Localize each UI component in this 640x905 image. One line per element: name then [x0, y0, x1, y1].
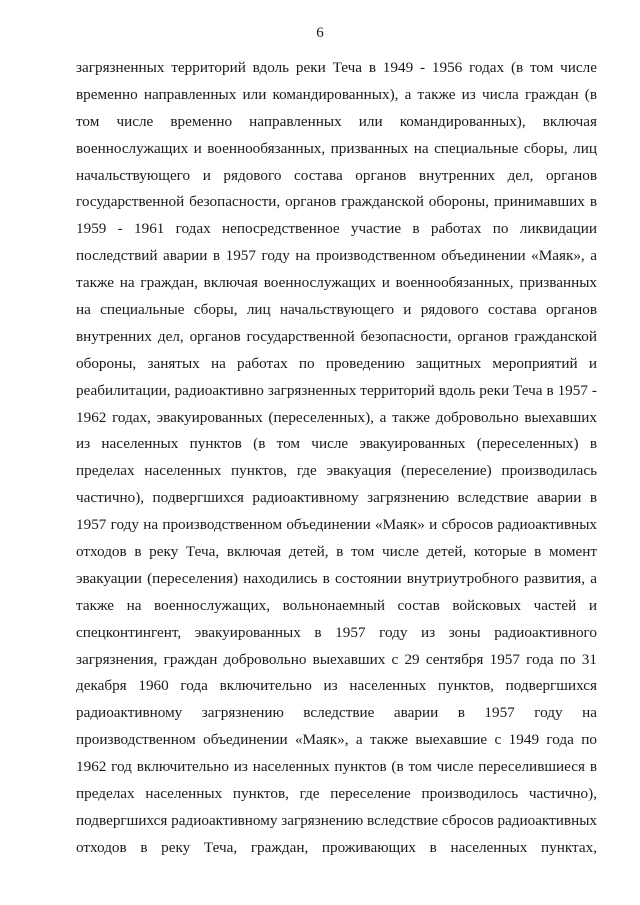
text-line: отходов в реку Теча, включая детей, в том числе детей, которые в момент — [76, 543, 597, 561]
text-line: пределах населенных пунктов, где переселение производилось частично), — [76, 785, 597, 803]
body-text — [76, 55, 597, 862]
text-line: загрязнения, граждан добровольно выехавших с 29 сентября 1957 года по 31 — [76, 650, 597, 668]
text-line: отходов в реку Теча, граждан, проживающих в населенных пунктах, — [76, 838, 597, 856]
text-line: радиоактивному загрязнению вследствие аварии в 1957 году на — [76, 704, 597, 722]
text-line: эвакуации (переселения) находились в состоянии внутриутробного развития, а — [76, 569, 597, 587]
text-line: том числе временно направленных или командированных), включая — [76, 112, 597, 130]
text-line: 1962 год включительно из населенных пунктов (в том числе переселившиеся в — [76, 758, 597, 776]
text-line: временно направленных или командированных), а также из числа граждан (в — [76, 85, 597, 103]
text-line: загрязненных территорий вдоль реки Теча в 1949 - 1956 годах (в том числе — [76, 59, 597, 76]
text-line: последствий аварии в 1957 году на производственном объединении «Маяк», а — [76, 247, 597, 265]
text-line: частично), подвергшихся радиоактивному загрязнению вследствие аварии в — [76, 489, 597, 507]
text-line: военнослужащих и военнообязанных, призванных на специальные сборы, лиц — [76, 139, 597, 157]
text-line: также на военнослужащих, вольнонаемный состав войсковых частей и — [76, 596, 597, 614]
text-line: спецконтингент, эвакуированных в 1957 году из зоны радиоактивного — [76, 623, 597, 641]
text-line: внутренних дел, органов государственной безопасности, органов гражданской — [76, 327, 597, 345]
text-line: из населенных пунктов (в том числе эвакуированных (переселенных) в — [76, 435, 597, 453]
text-line: пределах населенных пунктов, где эвакуация (переселение) производилась — [76, 462, 597, 480]
text-line: подвергшихся радиоактивному загрязнению вследствие сбросов радиоактивных — [76, 811, 597, 829]
text-line: государственной безопасности, органов гражданской обороны, принимавших в — [76, 193, 597, 211]
text-line: реабилитации, радиоактивно загрязненных территорий вдоль реки Теча в 1957 - — [76, 381, 597, 399]
text-line: 1962 годах, эвакуированных (переселенных), а также добровольно выехавших — [76, 408, 597, 426]
text-line: начальствующего и рядового состава органов внутренних дел, органов — [76, 166, 597, 184]
text-line: на специальные сборы, лиц начальствующего и рядового состава органов — [76, 301, 597, 319]
text-line: 1959 - 1961 годах непосредственное участие в работах по ликвидации — [76, 220, 597, 238]
page-number: 6 — [316, 25, 324, 41]
text-line: 1957 году на производственном объединении «Маяк» и сбросов радиоактивных — [76, 516, 597, 534]
text-line: также на граждан, включая военнослужащих и военнообязанных, призванных — [76, 274, 597, 292]
text-line: декабря 1960 года включительно из населенных пунктов, подвергшихся — [76, 677, 597, 695]
text-line: обороны, занятых на работах по проведению защитных мероприятий и — [76, 354, 597, 372]
text-line: производственном объединении «Маяк», а также выехавшие с 1949 года по — [76, 731, 597, 749]
